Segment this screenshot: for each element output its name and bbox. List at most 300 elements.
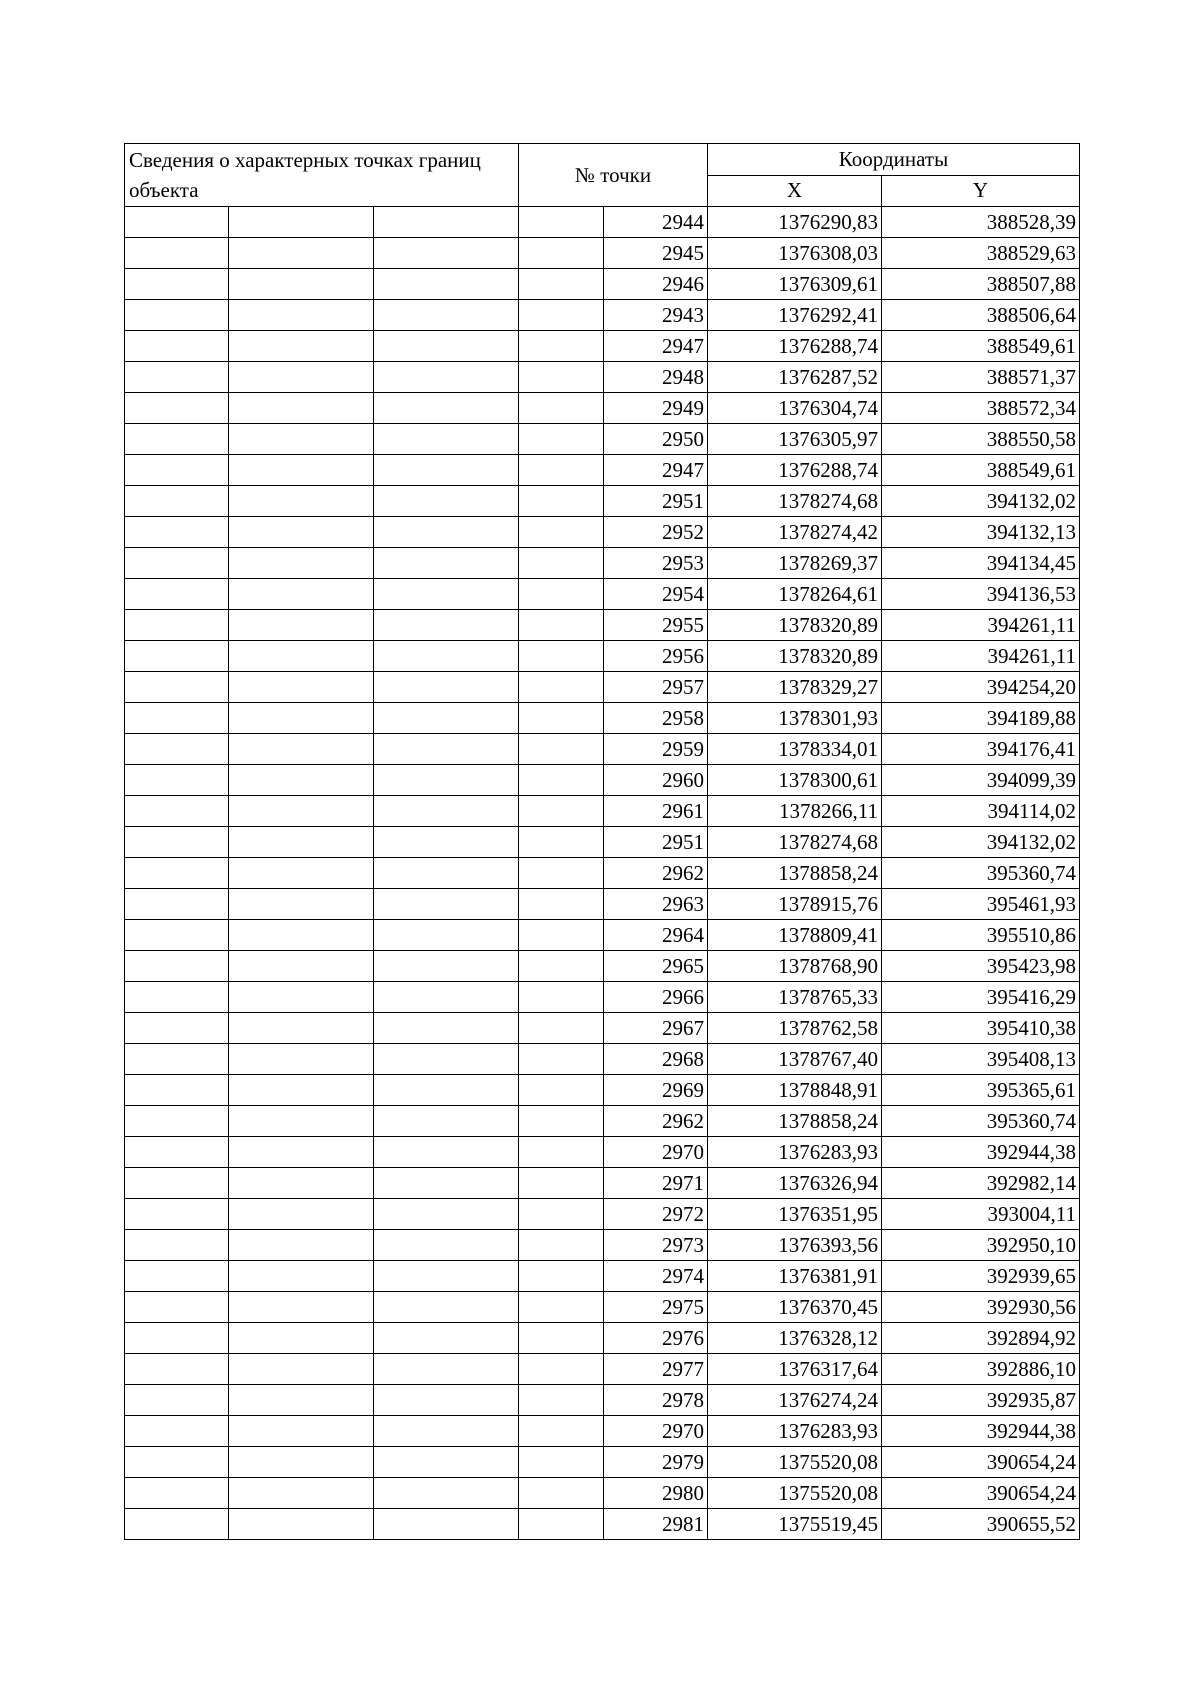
table-row: [125, 1044, 1080, 1075]
empty-cell: [519, 765, 604, 796]
empty-cell: [519, 1509, 604, 1540]
empty-cell: [125, 920, 229, 951]
empty-cell: [374, 1137, 519, 1168]
y-coordinate-cell: 392930,56: [882, 1292, 1080, 1323]
empty-cell: [229, 827, 374, 858]
empty-cell: [374, 238, 519, 269]
empty-cell: [374, 1447, 519, 1478]
point-number-cell: 2970: [604, 1416, 708, 1447]
point-number-cell: 2943: [604, 300, 708, 331]
empty-cell: [125, 238, 229, 269]
y-coordinate-cell: 395423,98: [882, 951, 1080, 982]
empty-cell: [374, 765, 519, 796]
empty-cell: [125, 424, 229, 455]
point-number-cell: 2951: [604, 486, 708, 517]
empty-cell: [374, 1013, 519, 1044]
y-coordinate-cell: 394132,02: [882, 827, 1080, 858]
empty-cell: [374, 1199, 519, 1230]
empty-cell: [519, 269, 604, 300]
table-row: [125, 1354, 1080, 1385]
empty-cell: [125, 269, 229, 300]
table-row: [125, 424, 1080, 455]
empty-cell: [229, 1354, 374, 1385]
empty-cell: [519, 1323, 604, 1354]
point-number-cell: 2962: [604, 858, 708, 889]
y-coordinate-cell: 392935,87: [882, 1385, 1080, 1416]
y-coordinate-cell: 395365,61: [882, 1075, 1080, 1106]
point-number-cell: 2946: [604, 269, 708, 300]
table-row: [125, 641, 1080, 672]
point-number-cell: 2947: [604, 331, 708, 362]
empty-cell: [374, 1292, 519, 1323]
empty-cell: [125, 982, 229, 1013]
empty-cell: [519, 362, 604, 393]
header-y-cell: Y: [882, 175, 1080, 207]
empty-cell: [125, 1354, 229, 1385]
x-coordinate-cell: 1376305,97: [708, 424, 882, 455]
x-coordinate-cell: 1378334,01: [708, 734, 882, 765]
x-coordinate-cell: 1376328,12: [708, 1323, 882, 1354]
empty-cell: [374, 1261, 519, 1292]
empty-cell: [519, 455, 604, 486]
empty-cell: [374, 424, 519, 455]
empty-cell: [519, 982, 604, 1013]
empty-cell: [125, 1323, 229, 1354]
x-coordinate-cell: 1376283,93: [708, 1137, 882, 1168]
y-coordinate-cell: 388529,63: [882, 238, 1080, 269]
point-number-cell: 2964: [604, 920, 708, 951]
empty-cell: [374, 1354, 519, 1385]
point-number-cell: 2950: [604, 424, 708, 455]
point-number-cell: 2959: [604, 734, 708, 765]
empty-cell: [125, 1385, 229, 1416]
x-coordinate-cell: 1378858,24: [708, 1106, 882, 1137]
x-coordinate-cell: 1378767,40: [708, 1044, 882, 1075]
empty-cell: [229, 1106, 374, 1137]
empty-cell: [519, 579, 604, 610]
empty-cell: [125, 300, 229, 331]
y-coordinate-cell: 394261,11: [882, 610, 1080, 641]
empty-cell: [125, 889, 229, 920]
empty-cell: [374, 331, 519, 362]
empty-cell: [125, 1106, 229, 1137]
empty-cell: [229, 858, 374, 889]
point-number-cell: 2956: [604, 641, 708, 672]
y-coordinate-cell: 395408,13: [882, 1044, 1080, 1075]
x-coordinate-cell: 1376283,93: [708, 1416, 882, 1447]
empty-cell: [125, 1416, 229, 1447]
table-row: [125, 393, 1080, 424]
y-coordinate-cell: 395416,29: [882, 982, 1080, 1013]
empty-cell: [125, 1168, 229, 1199]
empty-cell: [519, 393, 604, 424]
point-number-cell: 2973: [604, 1230, 708, 1261]
empty-cell: [229, 579, 374, 610]
table-row: [125, 1447, 1080, 1478]
empty-cell: [519, 1478, 604, 1509]
table-row: [125, 765, 1080, 796]
point-number-cell: 2977: [604, 1354, 708, 1385]
empty-cell: [125, 1044, 229, 1075]
empty-cell: [125, 951, 229, 982]
empty-cell: [374, 641, 519, 672]
empty-cell: [374, 393, 519, 424]
table-row: [125, 1478, 1080, 1509]
empty-cell: [519, 858, 604, 889]
y-coordinate-cell: 395461,93: [882, 889, 1080, 920]
point-number-cell: 2975: [604, 1292, 708, 1323]
point-number-cell: 2963: [604, 889, 708, 920]
table-row: [125, 1168, 1080, 1199]
x-coordinate-cell: 1376326,94: [708, 1168, 882, 1199]
empty-cell: [125, 486, 229, 517]
table-row: [125, 579, 1080, 610]
point-number-cell: 2949: [604, 393, 708, 424]
y-coordinate-cell: 392950,10: [882, 1230, 1080, 1261]
table-row: [125, 517, 1080, 548]
empty-cell: [229, 1416, 374, 1447]
empty-cell: [519, 951, 604, 982]
empty-cell: [125, 579, 229, 610]
table-row: [125, 238, 1080, 269]
table-row: [125, 455, 1080, 486]
empty-cell: [125, 827, 229, 858]
empty-cell: [229, 1230, 374, 1261]
x-coordinate-cell: 1376381,91: [708, 1261, 882, 1292]
empty-cell: [374, 1509, 519, 1540]
table-row: [125, 1509, 1080, 1540]
empty-cell: [125, 393, 229, 424]
empty-cell: [519, 827, 604, 858]
empty-cell: [229, 1509, 374, 1540]
empty-cell: [374, 548, 519, 579]
table-row: [125, 672, 1080, 703]
empty-cell: [519, 1261, 604, 1292]
point-number-cell: 2969: [604, 1075, 708, 1106]
table-row: [125, 796, 1080, 827]
empty-cell: [125, 1075, 229, 1106]
empty-cell: [519, 1354, 604, 1385]
y-coordinate-cell: 394136,53: [882, 579, 1080, 610]
table-row: [125, 1416, 1080, 1447]
empty-cell: [374, 455, 519, 486]
y-coordinate-cell: 394134,45: [882, 548, 1080, 579]
x-coordinate-cell: 1378809,41: [708, 920, 882, 951]
point-number-cell: 2972: [604, 1199, 708, 1230]
table-row: [125, 207, 1080, 238]
y-coordinate-cell: 392944,38: [882, 1137, 1080, 1168]
point-number-cell: 2952: [604, 517, 708, 548]
x-coordinate-cell: 1378765,33: [708, 982, 882, 1013]
point-number-cell: 2951: [604, 827, 708, 858]
table-row: [125, 1323, 1080, 1354]
table-row: [125, 734, 1080, 765]
x-coordinate-cell: 1378320,89: [708, 641, 882, 672]
point-number-cell: 2957: [604, 672, 708, 703]
y-coordinate-cell: 390654,24: [882, 1478, 1080, 1509]
empty-cell: [519, 1416, 604, 1447]
x-coordinate-cell: 1378266,11: [708, 796, 882, 827]
empty-cell: [374, 1385, 519, 1416]
y-coordinate-cell: 395410,38: [882, 1013, 1080, 1044]
x-coordinate-cell: 1378300,61: [708, 765, 882, 796]
header-info-cell: Сведения о характерных точках границ объекта: [125, 144, 519, 207]
empty-cell: [229, 672, 374, 703]
y-coordinate-cell: 394132,13: [882, 517, 1080, 548]
empty-cell: [229, 1044, 374, 1075]
empty-cell: [374, 300, 519, 331]
x-coordinate-cell: 1378329,27: [708, 672, 882, 703]
x-coordinate-cell: 1378762,58: [708, 1013, 882, 1044]
empty-cell: [125, 1478, 229, 1509]
empty-cell: [374, 858, 519, 889]
y-coordinate-cell: 388571,37: [882, 362, 1080, 393]
y-coordinate-cell: 395360,74: [882, 1106, 1080, 1137]
x-coordinate-cell: 1378858,24: [708, 858, 882, 889]
y-coordinate-cell: 394254,20: [882, 672, 1080, 703]
y-coordinate-cell: 394099,39: [882, 765, 1080, 796]
y-coordinate-cell: 392944,38: [882, 1416, 1080, 1447]
x-coordinate-cell: 1376274,24: [708, 1385, 882, 1416]
empty-cell: [519, 889, 604, 920]
y-coordinate-cell: 390654,24: [882, 1447, 1080, 1478]
empty-cell: [374, 1044, 519, 1075]
empty-cell: [125, 1261, 229, 1292]
empty-cell: [229, 1199, 374, 1230]
empty-cell: [519, 424, 604, 455]
table-row: [125, 300, 1080, 331]
point-number-cell: 2954: [604, 579, 708, 610]
empty-cell: [229, 486, 374, 517]
empty-cell: [374, 1323, 519, 1354]
table-row: [125, 1199, 1080, 1230]
empty-cell: [125, 641, 229, 672]
header-row-1: [125, 144, 1080, 176]
point-number-cell: 2962: [604, 1106, 708, 1137]
table-row: [125, 331, 1080, 362]
x-coordinate-cell: 1376317,64: [708, 1354, 882, 1385]
empty-cell: [519, 517, 604, 548]
empty-cell: [229, 610, 374, 641]
empty-cell: [519, 796, 604, 827]
empty-cell: [229, 982, 374, 1013]
y-coordinate-cell: 390655,52: [882, 1509, 1080, 1540]
point-number-cell: 2980: [604, 1478, 708, 1509]
empty-cell: [229, 238, 374, 269]
table-row: [125, 269, 1080, 300]
empty-cell: [519, 1044, 604, 1075]
empty-cell: [125, 796, 229, 827]
y-coordinate-cell: 394189,88: [882, 703, 1080, 734]
empty-cell: [229, 1168, 374, 1199]
table-row: [125, 1292, 1080, 1323]
y-coordinate-cell: 388528,39: [882, 207, 1080, 238]
empty-cell: [519, 734, 604, 765]
point-number-cell: 2981: [604, 1509, 708, 1540]
x-coordinate-cell: 1378301,93: [708, 703, 882, 734]
x-coordinate-cell: 1375520,08: [708, 1447, 882, 1478]
x-coordinate-cell: 1376290,83: [708, 207, 882, 238]
point-number-cell: 2960: [604, 765, 708, 796]
empty-cell: [519, 1292, 604, 1323]
y-coordinate-cell: 394114,02: [882, 796, 1080, 827]
x-coordinate-cell: 1378274,68: [708, 486, 882, 517]
empty-cell: [229, 641, 374, 672]
empty-cell: [374, 1168, 519, 1199]
y-coordinate-cell: 394132,02: [882, 486, 1080, 517]
empty-cell: [125, 734, 229, 765]
empty-cell: [125, 1292, 229, 1323]
x-coordinate-cell: 1376288,74: [708, 455, 882, 486]
empty-cell: [229, 1013, 374, 1044]
empty-cell: [519, 331, 604, 362]
point-number-cell: 2955: [604, 610, 708, 641]
empty-cell: [229, 207, 374, 238]
empty-cell: [125, 703, 229, 734]
table-row: [125, 486, 1080, 517]
empty-cell: [374, 1106, 519, 1137]
empty-cell: [229, 1323, 374, 1354]
y-coordinate-cell: 388550,58: [882, 424, 1080, 455]
point-number-cell: 2961: [604, 796, 708, 827]
empty-cell: [125, 207, 229, 238]
empty-cell: [374, 827, 519, 858]
empty-cell: [125, 517, 229, 548]
empty-cell: [519, 641, 604, 672]
y-coordinate-cell: 395360,74: [882, 858, 1080, 889]
empty-cell: [229, 455, 374, 486]
empty-cell: [229, 1447, 374, 1478]
table-row: [125, 858, 1080, 889]
empty-cell: [125, 1137, 229, 1168]
y-coordinate-cell: 388507,88: [882, 269, 1080, 300]
empty-cell: [229, 796, 374, 827]
x-coordinate-cell: 1376292,41: [708, 300, 882, 331]
table-row: [125, 610, 1080, 641]
empty-cell: [374, 982, 519, 1013]
empty-cell: [125, 1447, 229, 1478]
point-number-cell: 2947: [604, 455, 708, 486]
empty-cell: [374, 1478, 519, 1509]
y-coordinate-cell: 392886,10: [882, 1354, 1080, 1385]
x-coordinate-cell: 1378848,91: [708, 1075, 882, 1106]
empty-cell: [229, 1478, 374, 1509]
empty-cell: [125, 331, 229, 362]
x-coordinate-cell: 1376370,45: [708, 1292, 882, 1323]
x-coordinate-cell: 1375519,45: [708, 1509, 882, 1540]
point-number-cell: 2979: [604, 1447, 708, 1478]
point-number-cell: 2944: [604, 207, 708, 238]
x-coordinate-cell: 1378269,37: [708, 548, 882, 579]
table-row: [125, 827, 1080, 858]
empty-cell: [229, 393, 374, 424]
empty-cell: [519, 703, 604, 734]
y-coordinate-cell: 392894,92: [882, 1323, 1080, 1354]
y-coordinate-cell: 394176,41: [882, 734, 1080, 765]
x-coordinate-cell: 1378274,68: [708, 827, 882, 858]
empty-cell: [125, 765, 229, 796]
x-coordinate-cell: 1376393,56: [708, 1230, 882, 1261]
empty-cell: [125, 1230, 229, 1261]
empty-cell: [374, 672, 519, 703]
empty-cell: [374, 703, 519, 734]
table-row: [125, 548, 1080, 579]
empty-cell: [374, 734, 519, 765]
empty-cell: [519, 1385, 604, 1416]
point-number-cell: 2974: [604, 1261, 708, 1292]
empty-cell: [229, 362, 374, 393]
empty-cell: [519, 610, 604, 641]
x-coordinate-cell: 1376304,74: [708, 393, 882, 424]
empty-cell: [519, 1137, 604, 1168]
point-number-cell: 2945: [604, 238, 708, 269]
empty-cell: [519, 920, 604, 951]
table-row: [125, 362, 1080, 393]
empty-cell: [374, 517, 519, 548]
empty-cell: [519, 1075, 604, 1106]
empty-cell: [229, 1261, 374, 1292]
table-row: [125, 951, 1080, 982]
y-coordinate-cell: 388506,64: [882, 300, 1080, 331]
x-coordinate-cell: 1376309,61: [708, 269, 882, 300]
empty-cell: [125, 1509, 229, 1540]
y-coordinate-cell: 388549,61: [882, 331, 1080, 362]
point-number-cell: 2971: [604, 1168, 708, 1199]
header-coordinates-cell: Координаты: [708, 144, 1080, 176]
empty-cell: [229, 889, 374, 920]
empty-cell: [374, 1075, 519, 1106]
coordinates-table: [124, 143, 1080, 1540]
empty-cell: [125, 858, 229, 889]
y-coordinate-cell: 388572,34: [882, 393, 1080, 424]
empty-cell: [519, 300, 604, 331]
x-coordinate-cell: 1376288,74: [708, 331, 882, 362]
y-coordinate-cell: 392982,14: [882, 1168, 1080, 1199]
header-x-cell: X: [708, 175, 882, 207]
empty-cell: [229, 765, 374, 796]
header-point-number-cell: № точки: [519, 144, 708, 207]
x-coordinate-cell: 1376308,03: [708, 238, 882, 269]
empty-cell: [229, 1385, 374, 1416]
empty-cell: [519, 1447, 604, 1478]
empty-cell: [125, 1199, 229, 1230]
empty-cell: [519, 1013, 604, 1044]
empty-cell: [374, 796, 519, 827]
empty-cell: [125, 362, 229, 393]
empty-cell: [125, 455, 229, 486]
x-coordinate-cell: 1376287,52: [708, 362, 882, 393]
x-coordinate-cell: 1378320,89: [708, 610, 882, 641]
point-number-cell: 2948: [604, 362, 708, 393]
y-coordinate-cell: 394261,11: [882, 641, 1080, 672]
point-number-cell: 2968: [604, 1044, 708, 1075]
empty-cell: [229, 269, 374, 300]
empty-cell: [125, 672, 229, 703]
empty-cell: [125, 610, 229, 641]
empty-cell: [519, 1199, 604, 1230]
empty-cell: [229, 300, 374, 331]
point-number-cell: 2958: [604, 703, 708, 734]
empty-cell: [519, 1230, 604, 1261]
empty-cell: [374, 610, 519, 641]
point-number-cell: 2967: [604, 1013, 708, 1044]
table-row: [125, 1385, 1080, 1416]
empty-cell: [374, 579, 519, 610]
empty-cell: [374, 920, 519, 951]
y-coordinate-cell: 393004,11: [882, 1199, 1080, 1230]
x-coordinate-cell: 1375520,08: [708, 1478, 882, 1509]
empty-cell: [229, 734, 374, 765]
